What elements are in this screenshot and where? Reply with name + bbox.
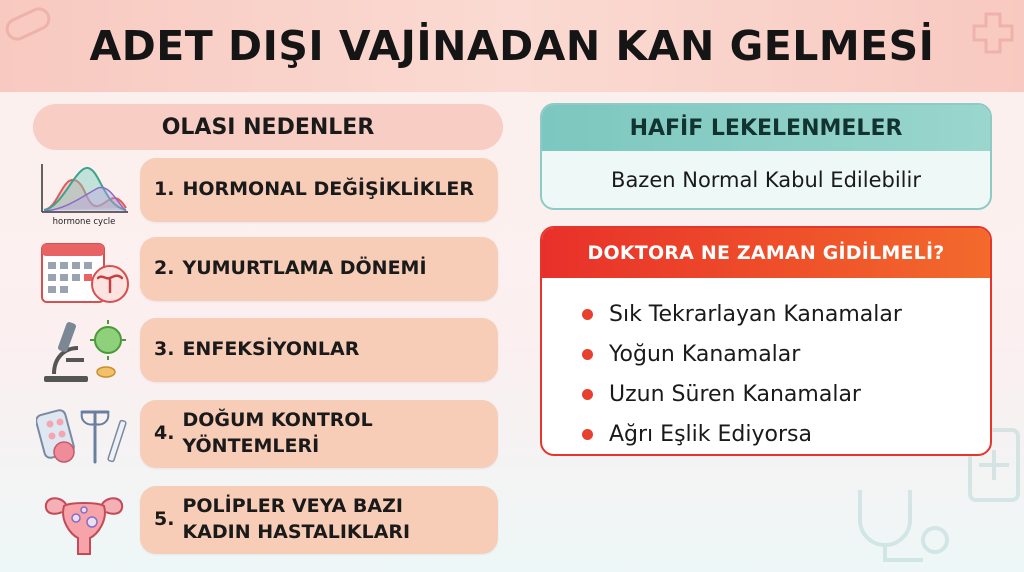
bullet-dot-icon (582, 309, 593, 320)
when-to-see-doctor-title: DOKTORA NE ZAMAN GİDİLMELİ? (542, 228, 990, 278)
bullet-dot-icon (582, 429, 593, 440)
cause-number: 4. (154, 422, 175, 445)
doctor-reason-label: Uzun Süren Kanamalar (609, 381, 861, 407)
hormone-cycle-caption: hormone cycle (52, 217, 116, 227)
light-spotting-card (540, 103, 992, 210)
cause-item-hormonal (140, 158, 498, 222)
list-item (582, 374, 990, 414)
bullet-dot-icon (582, 389, 593, 400)
light-spotting-subtitle: Bazen Normal Kabul Edilebilir (611, 167, 921, 192)
cause-number: 3. (154, 338, 175, 361)
cause-label: DOĞUM KONTROL (182, 409, 373, 432)
light-spotting-title: HAFİF LEKELENMELER (542, 105, 990, 151)
when-to-see-doctor-card (540, 226, 992, 456)
page-title: ADET DIŞI VAJİNADAN KAN GELMESİ (89, 22, 935, 70)
causes-header: OLASI NEDENLER (33, 104, 503, 150)
cause-label: ENFEKSİYONLAR (182, 338, 360, 361)
cause-label: YUMURTLAMA DÖNEMİ (182, 257, 427, 280)
cause-item-birth-control (140, 400, 498, 468)
cause-number: 5. (154, 508, 175, 531)
doctor-reason-label: Sık Tekrarlayan Kanamalar (609, 301, 902, 327)
cause-label-line2: YÖNTEMLERİ (182, 435, 320, 457)
cause-item-infections (140, 318, 498, 382)
cause-item-ovulation (140, 237, 498, 301)
list-item (582, 294, 990, 334)
microscope-bacteria-icon (36, 316, 132, 386)
list-item (582, 334, 990, 374)
stethoscope-icon (840, 480, 960, 570)
doctor-reason-label: Ağrı Eşlik Ediyorsa (609, 421, 812, 447)
doctor-reasons-list (542, 278, 990, 454)
bullet-dot-icon (582, 349, 593, 360)
cause-item-polyps (140, 486, 498, 554)
cause-label-line2: KADIN HASTALIKLARI (182, 521, 411, 543)
birth-control-icon (36, 398, 132, 470)
uterus-polyp-icon (36, 484, 132, 560)
cause-number: 1. (154, 178, 175, 201)
hormone-cycle-chart-icon (36, 158, 132, 228)
cause-number: 2. (154, 257, 175, 280)
calendar-uterus-icon (36, 236, 132, 308)
cause-label: HORMONAL DEĞİŞİKLİKLER (182, 178, 475, 201)
cause-label: POLİPLER VEYA BAZI (182, 495, 403, 518)
list-item (582, 414, 990, 454)
doctor-reason-label: Yoğun Kanamalar (609, 341, 801, 367)
